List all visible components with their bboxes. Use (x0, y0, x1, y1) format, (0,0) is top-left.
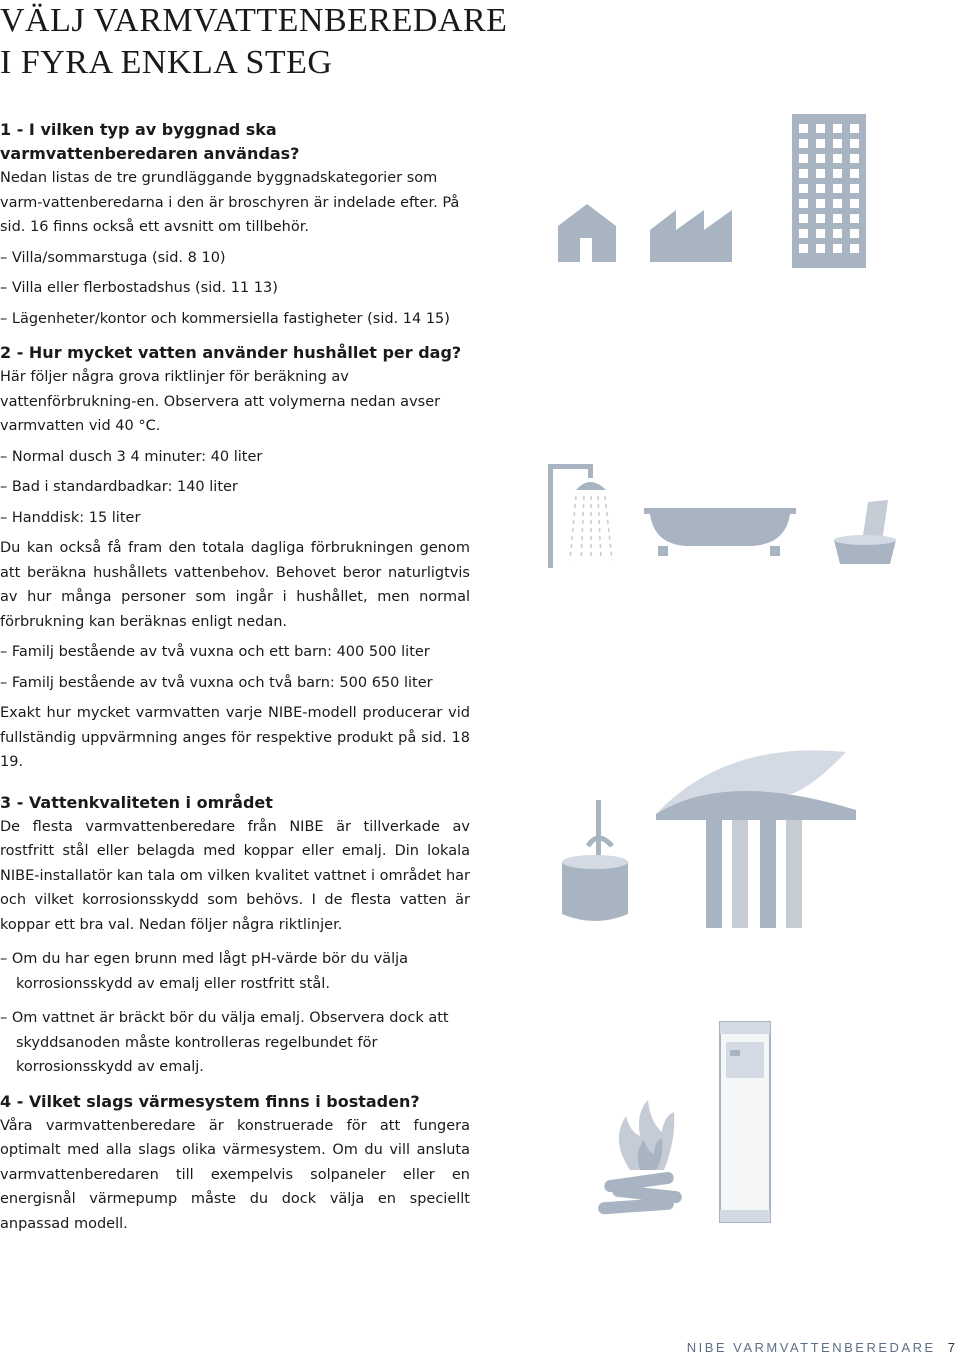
window-icon (850, 169, 859, 178)
section-2-body: Du kan också få fram den totala dagliga förbrukningen genom att beräkna hushållets vattenbehov. Behovet beror naturligtvis av hur många personer som ingår i hushållet, men normal förbrukning kan beräknas enligt nedan. (0, 540, 470, 630)
section-3-list (0, 947, 470, 1080)
office-building-icon (792, 114, 866, 268)
window-icon (816, 244, 825, 253)
list-item: – Normal dusch 3 4 minuter: 40 liter (0, 445, 470, 470)
water-quality-illustration (556, 750, 876, 930)
section-2-body2: Exakt hur mycket varmvatten varje NIBE-modell producerar vid fullständig uppvärmning anges för respektive produkt på sid. 18 19. (0, 705, 470, 770)
list-item: – Familj bestående av två vuxna och två barn: 500 650 liter (0, 671, 470, 696)
window-icon (850, 124, 859, 133)
heating-system-illustration (590, 1020, 790, 1230)
page-title (0, 0, 520, 84)
list-item: – Lägenheter/kontor och kommersiella fastigheter (sid. 14 15) (0, 307, 470, 332)
window-icon (799, 214, 808, 223)
window-icon (833, 244, 842, 253)
window-icon (799, 139, 808, 148)
section-2-list (0, 445, 470, 531)
bathtub-icon (644, 508, 796, 556)
window-icon (833, 124, 842, 133)
window-icon (833, 139, 842, 148)
window-icon (850, 154, 859, 163)
window-icon (816, 199, 825, 208)
window-icon (816, 154, 825, 163)
section-1 (0, 118, 470, 331)
section-2-intro: Här följer några grova riktlinjer för beräkning av vattenförbrukning-en. Observera att volymerna nedan avser varmvatten vid 40 °C. (0, 369, 441, 434)
section-1-intro: Nedan listas de tre grundläggande byggnadskategorier som varm-vattenberedarna i den är broschyren är indelade efter. På sid. 16 finns också ett avsnitt om tillbehör. (0, 170, 460, 235)
list-item: – Om du har egen brunn med lågt pH-värde bör du välja korrosionsskydd av emalj eller rostfritt stål. (0, 947, 470, 996)
window-icon (816, 214, 825, 223)
window-icon (816, 124, 825, 133)
well-pump-icon (562, 800, 628, 921)
section-4 (0, 1090, 470, 1237)
window-icon (799, 199, 808, 208)
section-2-heading: 2 - Hur mycket vatten använder hushållet per dag? (0, 343, 462, 362)
section-4-heading: 4 - Vilket slags värmesystem finns i bostaden? (0, 1091, 420, 1111)
section-2-family-list (0, 640, 470, 695)
list-item: – Villa eller flerbostadshus (sid. 11 13) (0, 276, 470, 301)
window-icon (850, 214, 859, 223)
window-icon (799, 169, 808, 178)
window-icon (850, 229, 859, 238)
section-1-list (0, 246, 470, 332)
water-usage-illustration (546, 460, 906, 570)
list-item: – Familj bestående av två vuxna och ett barn: 400 500 liter (0, 640, 470, 665)
window-icon (799, 244, 808, 253)
window-icon (799, 154, 808, 163)
section-3-heading: 3 - Vattenkvaliteten i området (0, 792, 273, 812)
building-types-illustration (556, 112, 870, 272)
shower-icon (548, 464, 612, 568)
water-tower-icon (656, 750, 856, 928)
window-icon (816, 139, 825, 148)
water-heater-unit-icon (720, 1022, 770, 1222)
window-icon (833, 229, 842, 238)
section-3 (0, 791, 470, 1080)
section-4-body: Våra varmvattenberedare är konstruerade för att fungera optimalt med alla slags olika värmesystem. Om du vill ansluta varmvattenberedaren till exempelvis solpaneler eller en energisnål värmepump måste du dock välja en speciellt anpassad modell. (0, 1117, 470, 1232)
window-icon (816, 229, 825, 238)
section-3-body: De flesta varmvattenberedare från NIBE är tillverkade av rostfritt stål eller belagda med koppar eller emalj. Din lokala NIBE-installatör kan tala om vilken kvalitet vattnet i området har och vilket korrosionsskydd som behövs. I de flesta vatten är koppar ett bra val. Nedan följer några riktlinjer. (0, 818, 470, 933)
list-item: – Villa/sommarstuga (sid. 8 10) (0, 246, 470, 271)
section-1-heading: 1 - I vilken typ av byggnad ska varmvattenberedaren användas? (0, 120, 300, 163)
section-2 (0, 341, 470, 775)
window-icon (850, 139, 859, 148)
window-icon (833, 169, 842, 178)
window-icon (833, 184, 842, 193)
text-column (0, 118, 470, 1236)
list-item: – Handdisk: 15 liter (0, 506, 470, 531)
list-item: – Bad i standardbadkar: 140 liter (0, 475, 470, 500)
window-icon (850, 184, 859, 193)
window-icon (833, 154, 842, 163)
page-title-line1: VÄLJ VARMVATTENBEREDARE (0, 2, 508, 39)
page-title-line2: I FYRA ENKLA STEG (0, 44, 333, 81)
footer-title: VARMVATTENBEREDARE (733, 1340, 936, 1355)
footer-brand: NIBE (686, 1340, 728, 1355)
house-icon (558, 204, 616, 262)
window-icon (799, 124, 808, 133)
window-icon (833, 199, 842, 208)
window-icon (850, 199, 859, 208)
fire-icon (598, 1100, 683, 1215)
window-icon (850, 244, 859, 253)
list-item: – Om vattnet är bräckt bör du välja emalj. Observera dock att skyddsanoden måste kontrolleras regelbundet för korrosionsskydd av emalj. (0, 1006, 470, 1080)
window-icon (799, 229, 808, 238)
window-icon (799, 184, 808, 193)
window-icon (816, 169, 825, 178)
washboard-basin-icon (834, 500, 896, 564)
page-number: 7 (947, 1340, 955, 1355)
page-footer (687, 1340, 955, 1355)
window-icon (816, 184, 825, 193)
window-icon (833, 214, 842, 223)
factory-icon (650, 210, 732, 262)
